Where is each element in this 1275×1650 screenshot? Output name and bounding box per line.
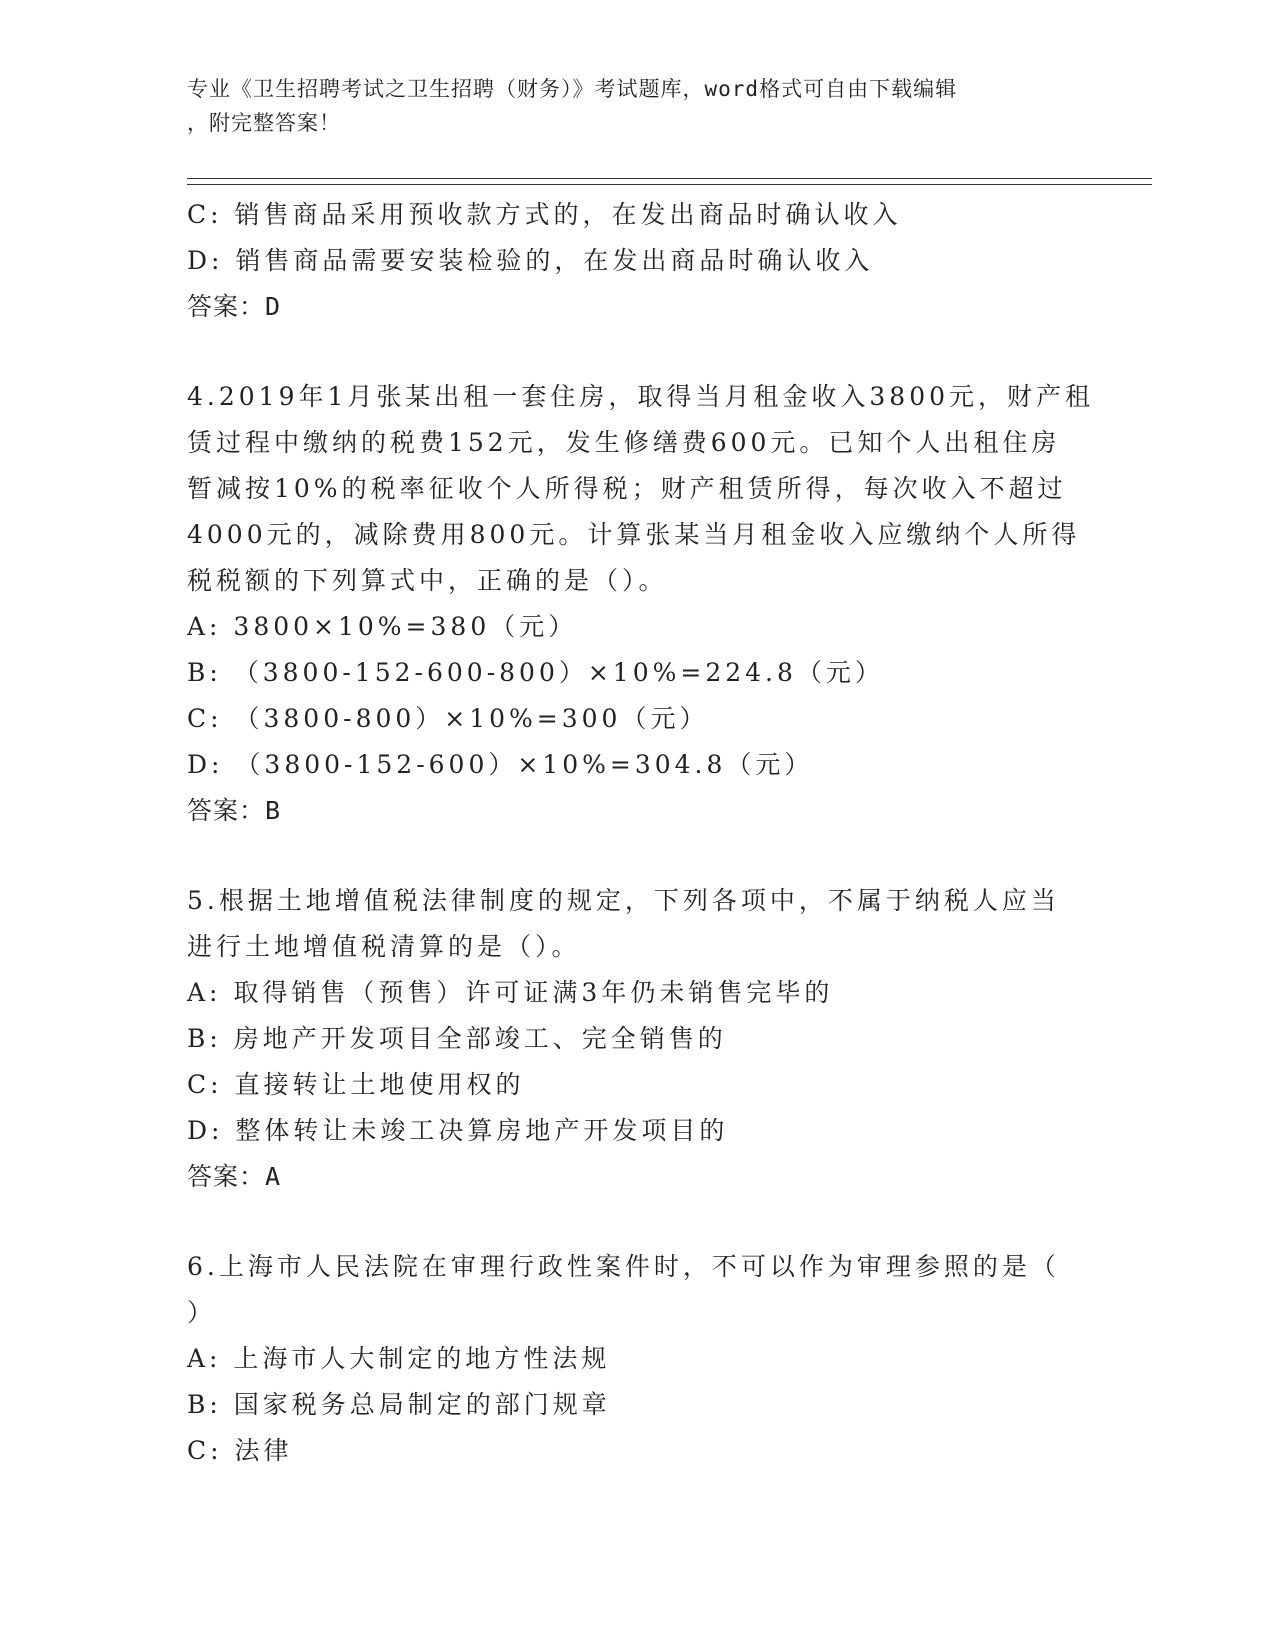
q4-answer-label: 答案： (187, 796, 266, 825)
q5-stem-line: 5.根据土地增值税法律制度的规定，下列各项中，不属于纳税人应当 (187, 886, 1060, 915)
q4-option-a: A: 3800×10%=380（元） (187, 612, 578, 641)
q5-option-a: A: 取得销售（预售）许可证满3年仍未销售完毕的 (187, 978, 834, 1007)
question-6 (187, 1244, 1087, 1474)
q3-answer-value: D (265, 292, 282, 321)
q4-option-b: B: （3800-152-600-800）×10%=224.8（元） (187, 658, 884, 687)
question-3-tail (187, 192, 1087, 330)
q6-stem-line: 6.上海市人民法院在审理行政性案件时，不可以作为审理参照的是（ (187, 1252, 1060, 1281)
q4-stem-line: 税税额的下列算式中，正确的是（）。 (187, 566, 668, 595)
header-line-1: 专业《卫生招聘考试之卫生招聘（财务）》考试题库，word格式可自由下载编辑 (187, 77, 958, 101)
question-content (187, 192, 1095, 1474)
q5-option-c: C: 直接转让土地使用权的 (187, 1070, 525, 1099)
spacer (187, 834, 1087, 878)
q6-stem-line: ） (187, 1298, 217, 1327)
q4-stem (187, 374, 1095, 604)
q3-option-d: D: 销售商品需要安装检验的，在发出商品时确认收入 (187, 246, 874, 275)
header-line-2: ，附完整答案！ (187, 111, 341, 135)
q3-answer-label: 答案： (187, 292, 266, 321)
q6-option-c: C: 法律 (187, 1436, 293, 1465)
spacer (187, 1200, 1087, 1244)
q5-option-d: D: 整体转让未竣工决算房地产开发项目的 (187, 1116, 729, 1145)
q4-answer-value: B (265, 796, 282, 825)
spacer (187, 330, 1087, 374)
q3-answer (187, 284, 1087, 330)
q4-stem-line: 暂减按10%的税率征收个人所得税；财产租赁所得，每次收入不超过 (187, 474, 1067, 503)
q4-option-c: C: （3800-800）×10%=300（元） (187, 704, 709, 733)
q4-stem-line: 4.2019年1月张某出租一套住房，取得当月租金收入3800元，财产租 (187, 382, 1095, 411)
q5-stem-line: 进行土地增值税清算的是（）。 (187, 932, 581, 961)
q5-stem (187, 878, 1087, 970)
question-5 (187, 878, 1087, 1200)
q5-answer (187, 1154, 1087, 1200)
q5-answer-label: 答案： (187, 1162, 266, 1191)
header-divider-top (187, 178, 1152, 179)
q6-option-a: A: 上海市人大制定的地方性法规 (187, 1344, 611, 1373)
q6-option-b: B: 国家税务总局制定的部门规章 (187, 1390, 611, 1419)
question-4 (187, 374, 1095, 834)
q5-answer-value: A (265, 1162, 282, 1191)
q4-stem-line: 赁过程中缴纳的税费152元，发生修缮费600元。已知个人出租住房 (187, 428, 1061, 457)
q4-option-d: D: （3800-152-600）×10%=304.8（元） (187, 750, 814, 779)
q6-stem (187, 1244, 1087, 1336)
q3-option-c: C: 销售商品采用预收款方式的，在发出商品时确认收入 (187, 200, 902, 229)
q5-option-b: B: 房地产开发项目全部竣工、完全销售的 (187, 1024, 727, 1053)
q4-answer (187, 788, 1087, 834)
header-divider-bottom (187, 184, 1152, 185)
q4-stem-line: 4000元的，减除费用800元。计算张某当月租金收入应缴纳个人所得 (187, 520, 1081, 549)
document-header (187, 72, 1067, 140)
